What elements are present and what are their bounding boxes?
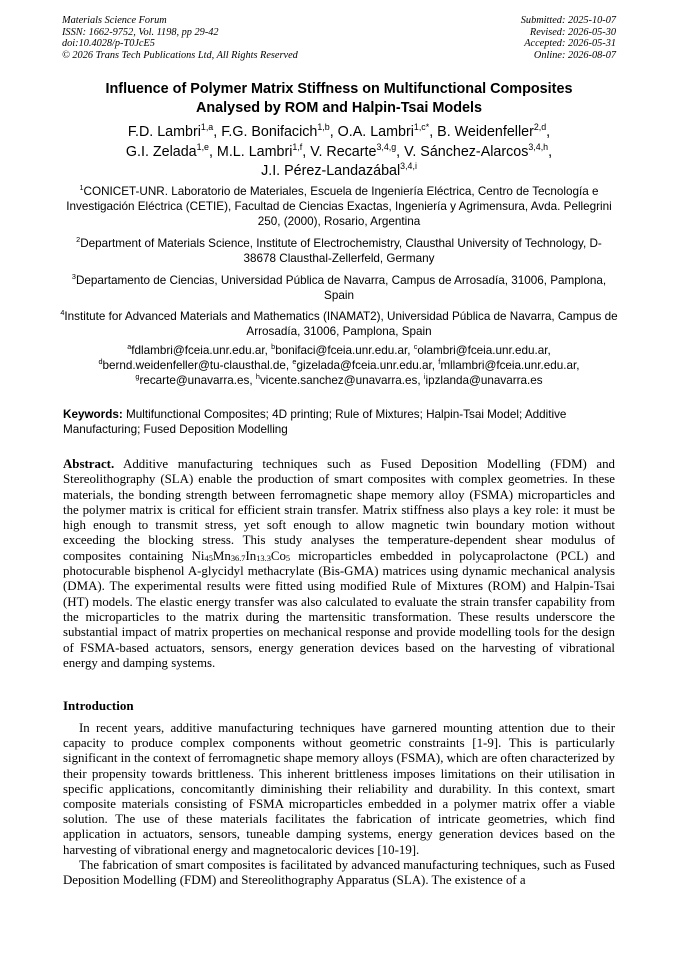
affiliation-number: 1 xyxy=(79,183,84,193)
email[interactable]: $^i$ipzlanda@unavarra.es xyxy=(423,372,543,388)
author: B. Weidenfeller$^{2,d}$, xyxy=(437,122,551,140)
affiliation-3 xyxy=(60,273,618,303)
paper-title xyxy=(40,80,638,118)
email[interactable]: $^g$recarte@unavarra.es xyxy=(135,372,250,388)
dates-header xyxy=(521,15,616,61)
author-list xyxy=(40,123,638,182)
email[interactable]: $^f$mllambri@fceia.unr.edu.ar xyxy=(438,357,577,373)
email[interactable]: $^a$fdlambri@fceia.unr.edu.ar xyxy=(127,342,265,357)
email[interactable]: $^c$olambri@fceia.unr.edu.ar xyxy=(413,342,548,357)
author: F.D. Lambri$^{1,a}$, xyxy=(127,122,222,140)
author: O.A. Lambri$^{1,c*}$, xyxy=(337,122,438,140)
author: G.I. Zelada$^{1,e}$, xyxy=(125,141,217,160)
section-heading-introduction: Introduction xyxy=(63,698,134,713)
author: M.L. Lambri$^{1,f}$, xyxy=(216,141,311,160)
keywords-text: Multifunctional Composites; 4D printing; Rule of Mixtures; Halpin-Tsai Model; Additive Manufacturing; Fused Deposition Modelling xyxy=(63,408,567,437)
abstract-label: Abstract. xyxy=(63,457,115,471)
alloy-formula: $Ni_{45}Mn_{36.7}In_{13.3}Co_5$ xyxy=(191,548,291,563)
paragraph: The fabrication of smart composites is facilitated by advanced manufacturing techniques, such as Fused Deposition Modelling (FDM) and Stereolithography Apparatus (SLA). The existence of a xyxy=(63,857,615,888)
title-line-1: Influence of Polymer Matrix Stiffness on Multifunctional Composites xyxy=(105,81,573,97)
online-date: Online: 2026-08-07 xyxy=(533,49,616,61)
email[interactable]: $^b$bonifaci@fceia.unr.edu.ar xyxy=(271,342,408,357)
accepted-date: Accepted: 2026-05-31 xyxy=(524,38,616,49)
abstract xyxy=(63,457,615,671)
author: F.G. Bonifacich$^{1,b}$, xyxy=(221,122,338,140)
title-line-2: Analysed by ROM and Halpin-Tsai Models xyxy=(196,100,482,116)
submitted-date: Submitted: 2025-10-07 xyxy=(520,15,616,26)
author: J.I. Pérez-Landazábal$^{3,4,i}$ xyxy=(261,161,417,179)
journal-header xyxy=(62,15,298,61)
keywords-label: Keywords: xyxy=(63,408,123,421)
doi-line: doi:10.4028/p-T0JcE5 xyxy=(62,38,155,49)
copyright-line: © 2026 Trans Tech Publications Ltd, All Rights Reserved xyxy=(62,49,298,61)
paragraph: In recent years, additive manufacturing techniques have garnered mounting attention due to their capacity to produce complex components without geometric constraints [1-9]. This is particularly significant in the context of ferromagnetic shape memory alloys (FSMA), which are often characterized by their propensity towards brittleness. This inherent brittleness imposes limitations on their utilisation in specific applications, concomitantly diminishing their reliability and durability. In this context, smart composite materials consisting of FSMA microparticles embedded in a polymer matrix offer a viable solution. The use of these materials facilitates the fabrication of intricate geometries, which find application in actuators, sensors, tuneable damping systems, energy generation devices based on the harvesting of vibrational energy and magnetocaloric devices [10-19]. xyxy=(63,721,615,857)
affiliation-4 xyxy=(60,309,618,339)
abstract-text-2: microparticles embedded in polycaprolactone (PCL) and photocurable bisphenol A-glycidyl methacrylate (Bis-GMA) matrices using dynamic mechanical analysis (DMA). The experimental results were fitted using modified Rule of Mixtures (ROM) and Halpin-Tsai (HT) models. The elastic energy transfer was also calculated to evaluate the strain transfer capability from the microparticles to the matrix during the martensitic transformation. These results underscore the substantial impact of matrix properties on mechanical response and provide modelling tools for the design of FSMA-based actuators, sensors, energy generation devices based on the harvesting of vibrational energy and damping systems. xyxy=(63,548,615,670)
journal-name: Materials Science Forum xyxy=(62,15,167,26)
email[interactable]: $^h$vicente.sanchez@unavarra.es xyxy=(255,372,418,388)
affiliation-number: 3 xyxy=(71,272,76,282)
issn-line: ISSN: 1662-9752, Vol. 1198, pp 29-42 xyxy=(62,26,219,38)
affiliation-text: Institute for Advanced Materials and Mathematics (INAMAT2), Universidad Pública de Navarra, Campus de Arrosadía, 31006, Pamplona, Spain xyxy=(64,310,618,339)
revised-date: Revised: 2026-05-30 xyxy=(529,26,616,38)
affiliation-number: 2 xyxy=(76,235,81,245)
email[interactable]: $^e$gizelada@fceia.unr.edu.ar xyxy=(292,357,432,373)
affiliation-2 xyxy=(60,236,618,266)
keywords xyxy=(63,407,615,438)
affiliation-number: 4 xyxy=(60,308,65,318)
author: V. Sánchez-Alarcos$^{3,4,h}$, xyxy=(404,141,553,160)
affiliation-1 xyxy=(60,184,618,230)
affiliation-text: Departamento de Ciencias, Universidad Pública de Navarra, Campus de Arrosadía, 31006, Pamplona, Spain xyxy=(75,274,607,303)
introduction-body xyxy=(63,721,615,888)
affiliation-text: Department of Materials Science, Institute of Electrochemistry, Clausthal University of Technology, D-38678 Clausthal-Zellerfeld, Germany xyxy=(80,237,602,266)
abstract-text-1: Additive manufacturing techniques such as Fused Deposition Modelling (FDM) and Stereolithography (SLA) enable the production of smart composites with complex geometries. In these materials, the bonding strength between ferromagnetic shape memory alloy (FSMA) microparticles and the polymer matrix is critical for efficient strain transfer. Matrix stiffness also plays a key role: it must be high enough to transmit stress, yet soft enough to allow magnetic twin boundary motion without exceeding the blocking stress. This study analyses the temperature-dependent shear modulus of composites containing xyxy=(63,457,615,563)
author: V. Recarte$^{3,4,g}$, xyxy=(310,141,405,160)
affiliation-text: CONICET-UNR. Laboratorio de Materiales, Escuela de Ingeniería Eléctrica, Centro de Tecnología e Investigación Eléctrica (CETIE), Facultad de Ciencias Exactas, Ingeniería y Agrimensura, Avda. Pellegrini 250, (2000), Rosario, Argentina xyxy=(66,185,612,229)
email-list: $^a$fdlambri@fceia.unr.edu.ar, $^b$bonifaci@fceia.unr.edu.ar, $^c$olambri@fceia.unr.edu.ar, $^d$bernd.weidenfeller@tu-clausthal.de, $^e$gizelada@fceia.unr.edu.ar, $^f$mllambri@fceia.unr.edu.ar, $^g$recarte@unavarra.es, $^h$vicente.sanchez@unavarra.es, $^i$ipzlanda@unavarra.es xyxy=(98,342,580,388)
email[interactable]: $^d$bernd.weidenfeller@tu-clausthal.de xyxy=(98,357,286,373)
